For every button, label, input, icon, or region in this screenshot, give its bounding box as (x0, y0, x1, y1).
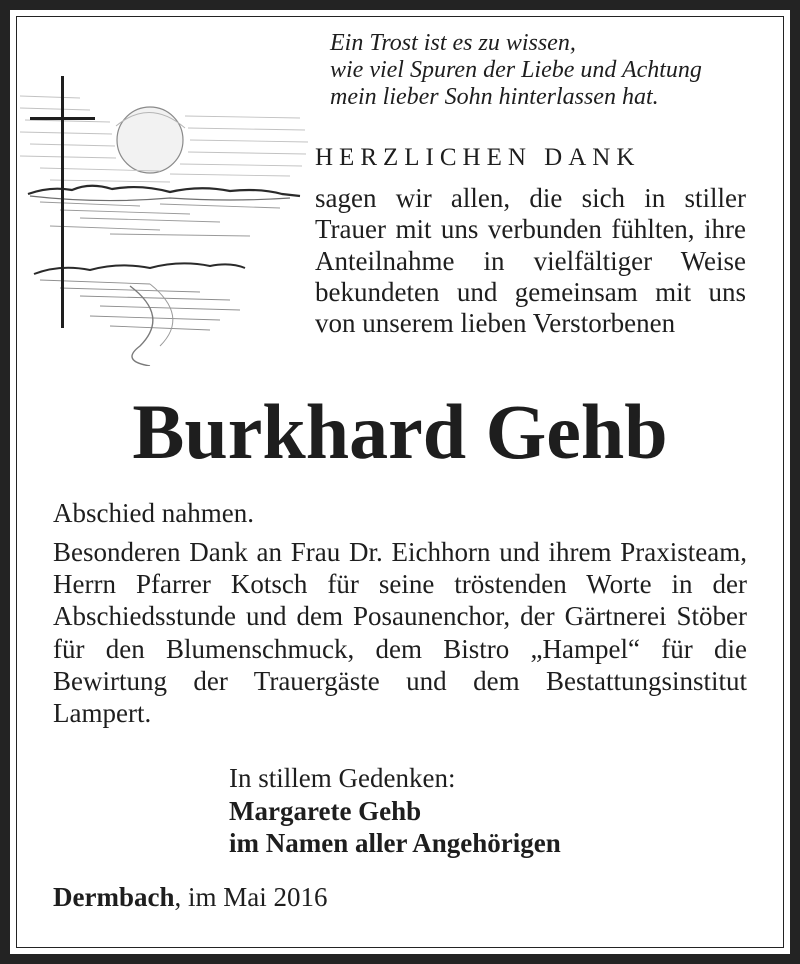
quote-line: wie viel Spuren der Liebe und Achtung (330, 57, 702, 83)
farewell-text: Abschied nahmen. (53, 498, 254, 528)
signatory-name: Margarete Gehb (229, 795, 422, 826)
date-text: , im Mai 2016 (174, 882, 328, 912)
quote-line: mein lieber Sohn hinterlassen hat. (330, 84, 659, 110)
special-thanks-text: Besonderen Dank an Frau Dr. Eichhorn und ihrem Praxisteam, Herrn Pfarrer Kotsch für seine tröstenden Worte in der Abschiedsstunde und dem Posaunenchor, der Gärtnerei Stöber für den Blumenschmuck, dem Bistro „Hampel“ für die Bewirtung der Trauergäste und dem Bestattungsinstitut Lampert. (53, 537, 747, 729)
thanks-heading: HERZLICHEN DANK (315, 144, 641, 171)
place-date (53, 881, 327, 913)
on-behalf-line: im Namen aller Angehörigen (229, 828, 561, 858)
signature-block (229, 762, 561, 860)
memorial-quote (330, 30, 770, 111)
place-name: Dermbach (53, 882, 175, 912)
intro-text: sagen wir allen, die sich in stiller Trauer mit uns verbunden fühlten, ihre Anteilnahme in vielfältiger Weise bekundeten und gemeinsam mit uns von unserem lieben Verstorbenen (315, 183, 746, 339)
quote-line: Ein Trost ist es zu wissen, (330, 30, 576, 56)
cross-landscape-icon (20, 76, 310, 366)
remembrance-line: In stillem Gedenken: (229, 763, 456, 793)
deceased-name: Burkhard Gehb (132, 388, 668, 475)
